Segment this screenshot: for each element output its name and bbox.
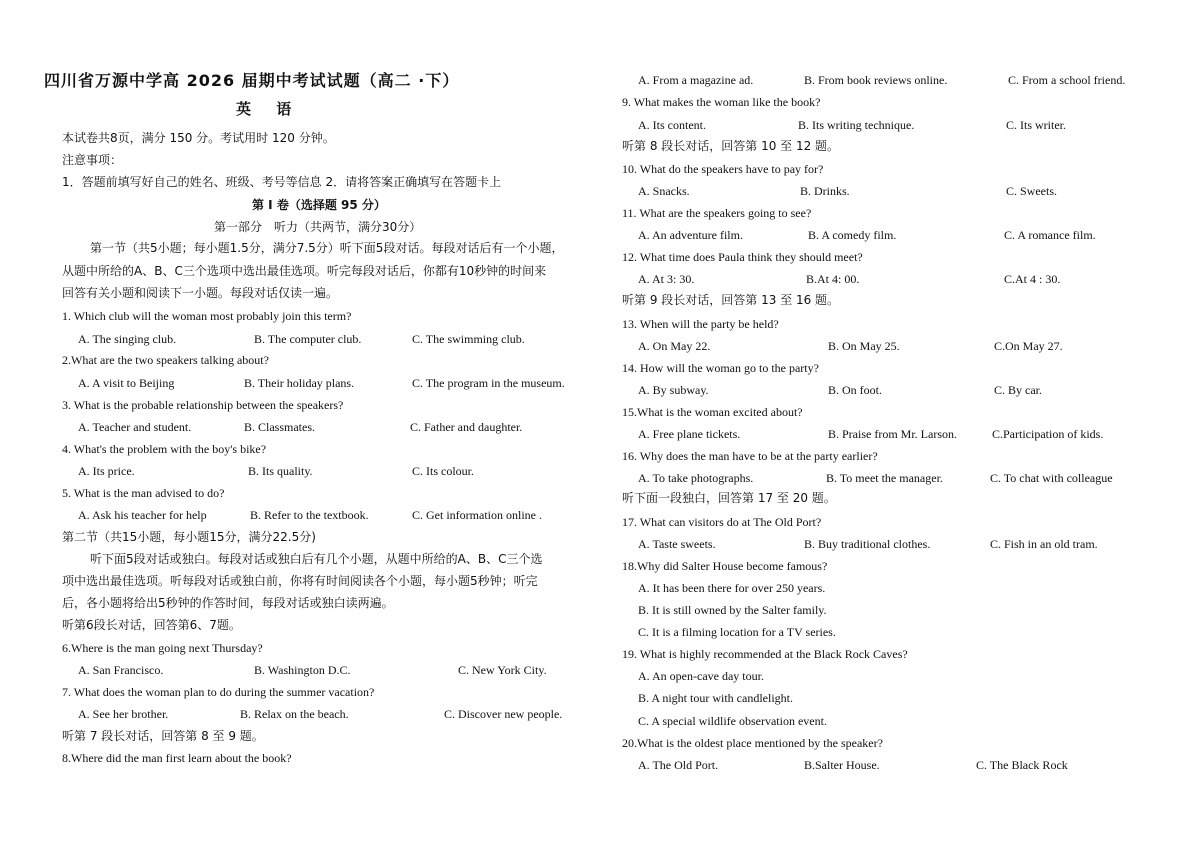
option-a: A. Its price. — [78, 464, 135, 478]
option-a: A. By subway. — [638, 383, 709, 397]
option-c: C. Father and daughter. — [410, 420, 523, 434]
option-a: A. Teacher and student. — [78, 420, 192, 434]
question-stem: 1. Which club will the woman most probably join this term? — [62, 309, 352, 323]
question-stem: 12. What time does Paula think they should meet? — [622, 250, 863, 264]
option-c: C. Sweets. — [1006, 184, 1057, 198]
option-a: A. San Francisco. — [78, 663, 164, 677]
intro-line: 注意事项： — [62, 153, 123, 167]
question-stem: 10. What do the speakers have to pay for? — [622, 162, 824, 176]
question-stem: 5. What is the man advised to do? — [62, 486, 225, 500]
option-c: C. To chat with colleague — [990, 471, 1113, 485]
option-c: C. By car. — [994, 383, 1042, 397]
question-stem: 8.Where did the man first learn about the book? — [62, 751, 292, 765]
question-stem: 2.What are the two speakers talking about? — [62, 353, 269, 367]
instruction-line: 后，各小题将给出5秒钟的作答时间，每段对话或独白读两遍。 — [62, 596, 394, 610]
instruction-line: 回答有关小题和阅读下一小题。每段对话仅读一遍。 — [62, 286, 339, 300]
subject-title: 英 语 — [236, 100, 302, 118]
question-stem: 9. What makes the woman like the book? — [622, 95, 821, 109]
option-a: A. It has been there for over 250 years. — [638, 581, 826, 595]
option-c: C. A special wildlife observation event. — [638, 714, 827, 728]
instruction-line: 听下面5段对话或独白。每段对话或独白后有几个小题，从题中所给的A、B、C三个选 — [90, 552, 543, 566]
option-c: C. A romance film. — [1004, 228, 1096, 242]
option-a: A. At 3: 30. — [638, 272, 695, 286]
option-b: B. Drinks. — [800, 184, 850, 198]
instruction-line: 第一节（共5小题；每小题1.5分，满分7.5分）听下面5段对话。每段对话后有一个小题， — [90, 241, 564, 255]
question-stem: 19. What is highly recommended at the Black Rock Caves? — [622, 647, 908, 661]
intro-line: 1．答题前填写好自己的姓名、班级、考号等信息 2．请将答案正确填写在答题卡上 — [62, 175, 502, 189]
question-stem: 16. Why does the man have to be at the party earlier? — [622, 449, 878, 463]
option-c: C. From a school friend. — [1008, 73, 1126, 87]
option-c: C. Fish in an old tram. — [990, 537, 1098, 551]
option-a: A. On May 22. — [638, 339, 711, 353]
option-a: A. See her brother. — [78, 707, 169, 721]
option-b: B. On foot. — [828, 383, 882, 397]
option-c: C.On May 27. — [994, 339, 1063, 353]
question-stem: 13. When will the party be held? — [622, 317, 779, 331]
option-b: B. A comedy film. — [808, 228, 897, 242]
question-stem: 20.What is the oldest place mentioned by the speaker? — [622, 736, 883, 750]
instruction-line: 从题中所给的A、B、C三个选项中选出最佳选项。听完每段对话后，你都有10秒钟的时间来 — [62, 264, 547, 278]
dialogue-note: 听下面一段独白，回答第 17 至 20 题。 — [622, 491, 836, 505]
option-b: B. The computer club. — [254, 332, 362, 346]
question-stem: 4. What's the problem with the boy's bike? — [62, 442, 267, 456]
option-a: A. The singing club. — [78, 332, 177, 346]
option-c: C. Its colour. — [412, 464, 474, 478]
question-stem: 6.Where is the man going next Thursday? — [62, 641, 263, 655]
option-b: B. Classmates. — [244, 420, 315, 434]
dialogue-note: 听第 7 段长对话，回答第 8 至 9 题。 — [62, 729, 264, 743]
section-title: 第一部分 听力（共两节，满分30分） — [214, 220, 422, 234]
question-stem: 17. What can visitors do at The Old Port? — [622, 515, 822, 529]
option-b: B. A night tour with candlelight. — [638, 691, 793, 705]
option-b: B. To meet the manager. — [826, 471, 943, 485]
option-a: A. An open-cave day tour. — [638, 669, 764, 683]
question-stem: 11. What are the speakers going to see? — [622, 206, 812, 220]
option-a: A. Its content. — [638, 118, 706, 132]
question-stem: 18.Why did Salter House become famous? — [622, 559, 828, 573]
question-stem: 15.What is the woman excited about? — [622, 405, 803, 419]
option-a: A. To take photographs. — [638, 471, 754, 485]
option-b: B. Their holiday plans. — [244, 376, 355, 390]
option-a: A. Free plane tickets. — [638, 427, 741, 441]
option-c: C. It is a filming location for a TV series. — [638, 625, 836, 639]
option-a: A. From a magazine ad. — [638, 73, 754, 87]
option-a: A. Snacks. — [638, 184, 690, 198]
option-a: A. Taste sweets. — [638, 537, 716, 551]
option-c: C.At 4 : 30. — [1004, 272, 1061, 286]
option-a: A. Ask his teacher for help — [78, 508, 207, 522]
option-b: B. Refer to the textbook. — [250, 508, 369, 522]
option-c: C. New York City. — [458, 663, 547, 677]
question-stem: 14. How will the woman go to the party? — [622, 361, 819, 375]
question-stem: 3. What is the probable relationship between the speakers? — [62, 398, 344, 412]
dialogue-note: 听第6段长对话，回答第6、7题。 — [62, 618, 241, 632]
option-a: A. An adventure film. — [638, 228, 743, 242]
instruction-line: 项中选出最佳选项。听每段对话或独白前，你将有时间阅读各个小题，每小题5秒钟；听完 — [62, 574, 538, 588]
option-b: B. Relax on the beach. — [240, 707, 349, 721]
option-c: C. Get information online . — [412, 508, 542, 522]
option-b: B. It is still owned by the Salter family. — [638, 603, 827, 617]
option-c: C. The swimming club. — [412, 332, 525, 346]
dialogue-note: 听第 8 段长对话，回答第 10 至 12 题。 — [622, 139, 840, 153]
exam-title: 四川省万源中学高 2026 届期中考试试题（高二 ·下） — [44, 71, 460, 90]
option-b: B. Washington D.C. — [254, 663, 351, 677]
option-b: B.Salter House. — [804, 758, 880, 772]
option-b: B. Praise from Mr. Larson. — [828, 427, 957, 441]
option-c: C.Participation of kids. — [992, 427, 1104, 441]
option-b: B. Buy traditional clothes. — [804, 537, 931, 551]
option-b: B.At 4: 00. — [806, 272, 860, 286]
option-b: B. From book reviews online. — [804, 73, 948, 87]
part-title: 第 I 卷（选择题 95 分） — [252, 198, 386, 212]
section2-title: 第二节（共15小题，每小题15分，满分22.5分) — [62, 530, 316, 544]
question-stem: 7. What does the woman plan to do during the summer vacation? — [62, 685, 375, 699]
intro-line: 本试卷共8页，满分 150 分。考试用时 120 分钟。 — [62, 131, 335, 145]
option-a: A. The Old Port. — [638, 758, 719, 772]
option-c: C. The Black Rock — [976, 758, 1068, 772]
option-b: B. On May 25. — [828, 339, 900, 353]
option-c: C. Its writer. — [1006, 118, 1066, 132]
dialogue-note: 听第 9 段长对话，回答第 13 至 16 题。 — [622, 293, 840, 307]
option-b: B. Its quality. — [248, 464, 313, 478]
option-c: C. The program in the museum. — [412, 376, 565, 390]
option-a: A. A visit to Beijing — [78, 376, 175, 390]
option-c: C. Discover new people. — [444, 707, 563, 721]
option-b: B. Its writing technique. — [798, 118, 915, 132]
